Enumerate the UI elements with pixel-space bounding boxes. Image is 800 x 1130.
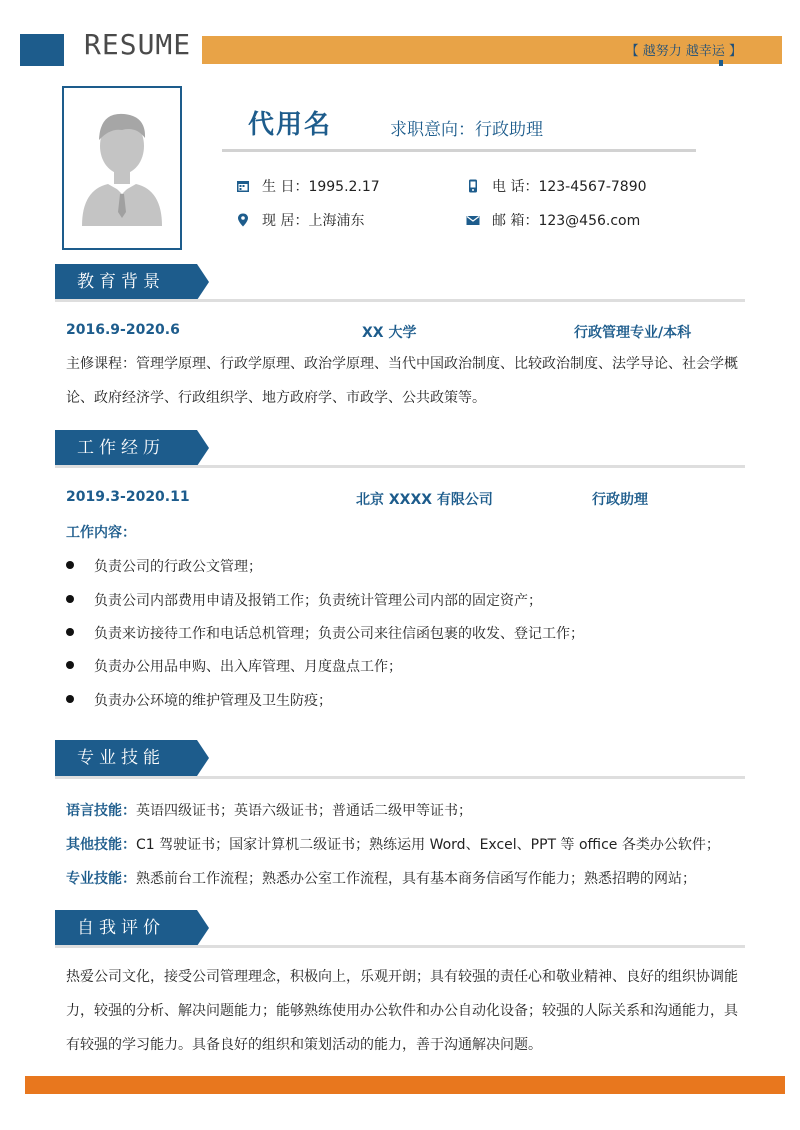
profile-photo [62,86,182,250]
list-item: 负责公司内部费用申请及报销工作；负责统计管理公司内部的固定资产； [66,590,542,610]
mail-icon [466,213,480,227]
header-arrow [197,910,209,946]
email: 邮 箱：123@456.com [492,213,641,229]
email-row [466,210,640,230]
experience-position: 行政助理 [592,492,648,508]
self-evaluation: 热爱公司文化，接受公司管理理念，积极向上，乐观开朗；具有较强的责任心和敬业精神、良好的组织协调能力，较强的分析、解决问题能力；能够熟练使用办公软件和办公自动化设备；较强的人际关系和沟通能力，具有较强的学习能力。具备良好的组织和策划活动的能力，善于沟通解决问题。 [66,969,738,1053]
section-divider [55,945,745,948]
section-en-title: Technology [191,740,311,776]
section-cn-title: 专业技能 [55,740,197,776]
section-divider [55,465,745,468]
header-arrow [197,430,209,466]
resume-title: RESUME [84,28,192,61]
education-courses: 主修课程：管理学原理、行政学原理、政治学原理、当代中国政治制度、比较政治制度、法学导论、社会学概论、政府经济学、行政组织学、地方政府学、市政学、公共政策等。 [66,356,738,406]
skill-language: 语言技能：英语四级证书；英语六级证书；普通话二级甲等证书； [66,803,472,819]
header-tick [719,60,723,66]
section-cn-title: 工作经历 [55,430,197,466]
phone-row [466,176,647,196]
bullet-dot [66,595,74,603]
footer-bar [25,1076,785,1094]
phone-icon [466,179,480,193]
residence: 现 居：上海浦东 [262,213,365,229]
skill-professional: 专业技能：熟悉前台工作流程；熟悉办公室工作流程，具有基本商务信函写作能力；熟悉招聘的网站； [66,871,696,887]
phone: 电 话：123-4567-7890 [492,179,647,195]
header-accent-block [20,34,64,66]
section-en-title: Education [191,264,311,300]
location-icon [236,213,250,227]
section-divider [55,299,745,302]
name-divider [222,149,696,152]
bullet-dot [66,628,74,636]
header-arrow [197,740,209,776]
list-item: 负责办公用品申购、出入库管理、月度盘点工作； [66,656,402,676]
section-en-title: Experience [191,430,311,466]
residence-row [236,210,364,230]
work-content-label: 工作内容： [66,525,136,541]
calendar-icon [236,179,250,193]
skill-other: 其他技能：C1 驾驶证书；国家计算机二级证书；熟练运用 Word、Excel、PPT 等 office 各类办公软件； [66,837,720,853]
education-school: XX 大学 [362,325,417,341]
section-cn-title: 教育背景 [55,264,197,300]
list-item: 负责来访接待工作和电话总机管理；负责公司来往信函包裹的收发、登记工作； [66,623,584,643]
education-major: 行政管理专业/本科 [574,325,692,341]
section-evaluation-header [55,910,311,946]
section-divider [55,776,745,779]
bullet-dot [66,561,74,569]
birthday: 生 日：1995.2.17 [262,179,380,195]
bullet-dot [66,661,74,669]
motto: 【 越努力 越幸运 】 [625,44,742,59]
job-objective: 求职意向：行政助理 [390,120,543,140]
experience-period: 2019.3-2020.11 [66,489,190,505]
avatar-icon [64,88,180,248]
experience-company: 北京 XXXX 有限公司 [356,492,493,508]
list-item: 负责公司的行政公文管理； [66,556,262,576]
section-education-header [55,264,311,300]
candidate-name: 代用名 [248,110,333,140]
list-item: 负责办公环境的维护管理及卫生防疫； [66,690,332,710]
education-period: 2016.9-2020.6 [66,322,180,338]
birthday-row [236,176,380,196]
section-cn-title: 自我评价 [55,910,197,946]
header-arrow [197,264,209,300]
bullet-dot [66,695,74,703]
section-experience-header [55,430,311,466]
section-en-title: Evaluation [191,910,311,946]
section-skills-header [55,740,311,776]
